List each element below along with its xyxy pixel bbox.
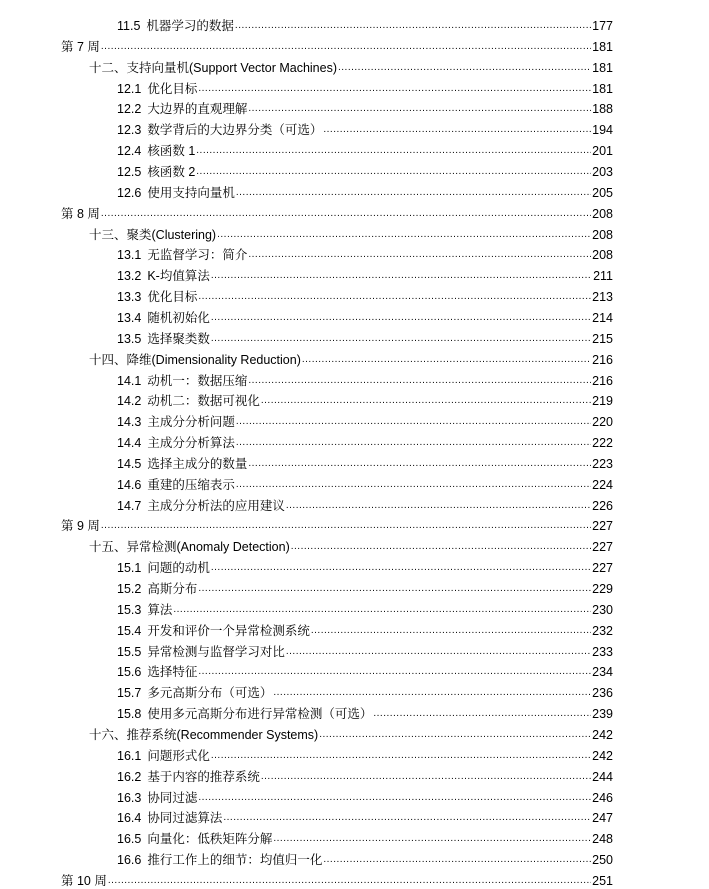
toc-entry-label [117, 623, 310, 639]
toc-page-number: 201 [592, 144, 613, 159]
toc-entry-label [117, 122, 322, 138]
toc-section-entry[interactable] [117, 389, 613, 409]
toc-week-entry[interactable] [61, 202, 613, 222]
toc-section-entry[interactable] [117, 744, 613, 764]
toc-section-entry[interactable] [117, 660, 613, 680]
dot-leader [311, 623, 591, 639]
toc-entry-title: 推行工作上的细节：均值归一化 [147, 853, 323, 867]
toc-entry-label [117, 18, 234, 34]
toc-entry-label [89, 60, 337, 76]
toc-entry-title: 多元高斯分布（可选） [147, 686, 273, 701]
toc-entry-label [89, 727, 318, 743]
dot-leader [235, 18, 591, 34]
toc-section-entry[interactable] [117, 598, 613, 618]
toc-section-entry[interactable] [117, 827, 613, 847]
toc-entry-number: 14.6 [117, 477, 142, 492]
toc-entry-label [117, 393, 260, 409]
toc-entry-title: 机器学习的数据 [146, 19, 234, 33]
toc-page-number: 213 [592, 290, 613, 305]
toc-page-number: 188 [592, 102, 613, 117]
toc-entry-title: 重建的压缩表示 [147, 477, 235, 492]
toc-entry-title: 动机一：数据压缩 [147, 373, 248, 388]
toc-page-number: 216 [592, 373, 613, 388]
dot-leader [196, 143, 591, 159]
toc-entry-label [117, 247, 247, 263]
toc-page-number: 215 [592, 331, 613, 346]
toc-page-number: 227 [592, 519, 613, 534]
toc-entry-label [117, 748, 210, 764]
toc-entry-number: 15.8 [117, 707, 142, 722]
toc-entry-title: 主成分分析算法 [147, 436, 235, 450]
dot-leader [323, 852, 591, 868]
toc-section-entry[interactable] [117, 494, 613, 514]
dot-leader [236, 477, 591, 493]
toc-section-entry[interactable] [117, 702, 613, 722]
toc-entry-label [117, 268, 210, 284]
toc-entry-label [117, 831, 272, 847]
dot-leader [211, 268, 592, 284]
toc-entry-label [89, 352, 301, 368]
toc-section-entry[interactable] [117, 77, 613, 97]
toc-page-number: 250 [592, 853, 613, 867]
toc-page-number: 219 [592, 394, 613, 409]
toc-entry-number: 15.6 [117, 665, 142, 680]
dot-leader [248, 456, 591, 472]
toc-entry-number: 16.4 [117, 811, 142, 826]
dot-leader [101, 518, 591, 534]
toc-entry-label [117, 101, 247, 117]
dot-leader [248, 101, 591, 117]
toc-section-entry[interactable] [117, 327, 613, 347]
toc-entry-title: 基于内容的推荐系统 [147, 769, 260, 784]
toc-entry-title: 问题形式化 [147, 748, 210, 763]
dot-leader [291, 539, 591, 555]
toc-page-number: 181 [592, 60, 613, 75]
toc-entry-number: 14.7 [117, 498, 142, 513]
dot-leader [248, 373, 591, 389]
toc-page-number: 246 [592, 790, 613, 805]
toc-entry-label [61, 518, 100, 534]
toc-page-number: 242 [592, 727, 613, 742]
toc-section-entry[interactable] [117, 285, 613, 305]
toc-entry-label [117, 644, 285, 660]
toc-entry-number: 13.3 [117, 290, 142, 305]
dot-leader [286, 498, 591, 514]
toc-page-number: 223 [592, 456, 613, 471]
toc-entry-number: 12.4 [117, 144, 142, 159]
toc-entry-number: 13.4 [117, 310, 142, 325]
toc-section-entry[interactable] [117, 431, 613, 451]
dot-leader [198, 790, 591, 806]
toc-entry-title: 十三、聚类(Clustering) [89, 227, 217, 242]
toc-page-number: 233 [592, 644, 613, 659]
toc-entry-label [117, 331, 210, 347]
dot-leader [217, 227, 591, 243]
toc-entry-label [117, 498, 285, 514]
toc-entry-number: 15.3 [117, 602, 142, 617]
toc-page-number: 239 [592, 707, 613, 722]
dot-leader [196, 164, 591, 180]
toc-entry-number: 13.2 [117, 269, 142, 284]
toc-chapter-entry[interactable] [89, 723, 613, 743]
toc-section-entry[interactable] [117, 786, 613, 806]
dot-leader [101, 39, 591, 55]
toc-entry-title: 优化目标 [147, 290, 198, 305]
toc-entry-label [117, 310, 210, 326]
toc-entry-title: 数学背后的大边界分类（可选） [147, 123, 323, 138]
toc-entry-title: K-均值算法 [147, 269, 210, 284]
dot-leader [198, 664, 591, 680]
dot-leader [302, 352, 591, 368]
toc-page-number: 205 [592, 185, 613, 200]
toc-chapter-entry[interactable] [89, 535, 613, 555]
toc-entry-number: 13.5 [117, 331, 142, 346]
toc-entry-label [61, 206, 100, 222]
toc-section-entry[interactable] [117, 369, 613, 389]
toc-entry-number: 12.3 [117, 123, 142, 138]
toc-section-entry[interactable] [117, 243, 613, 263]
dot-leader [236, 185, 591, 201]
toc-section-entry[interactable] [117, 452, 613, 472]
toc-entry-number: 14.2 [117, 394, 142, 409]
dot-leader [198, 81, 591, 97]
toc-section-entry[interactable] [117, 681, 613, 701]
dot-leader [211, 560, 591, 576]
toc-section-entry[interactable] [117, 306, 613, 326]
toc-entry-number: 12.1 [117, 81, 142, 96]
toc-section-entry[interactable] [117, 160, 613, 180]
toc-week-entry[interactable] [61, 514, 613, 534]
toc-page-number: 177 [592, 19, 613, 33]
toc-entry-number: 16.2 [117, 769, 142, 784]
toc-entry-label [117, 790, 197, 806]
toc-entry-number: 16.6 [117, 853, 142, 867]
toc-entry-label [117, 185, 235, 201]
toc-entry-title: 动机二：数据可视化 [147, 394, 260, 409]
toc-page-number: 236 [592, 686, 613, 701]
toc-page-number: 208 [592, 227, 613, 242]
toc-entry-title: 无监督学习：简介 [147, 248, 248, 263]
toc-section-entry[interactable] [117, 848, 613, 868]
toc-chapter-entry[interactable] [89, 223, 613, 243]
toc-entry-title: 使用多元高斯分布进行异常检测（可选） [147, 707, 373, 722]
toc-entry-label [117, 560, 210, 576]
toc-section-entry[interactable] [117, 118, 613, 138]
toc-page-number: 251 [592, 873, 613, 888]
toc-entry-number: 15.1 [117, 561, 142, 576]
toc-page-number: 227 [592, 561, 613, 576]
toc-page-number: 247 [592, 811, 613, 826]
toc-section-entry[interactable] [117, 264, 613, 284]
toc-entry-title: 核函数 1 [147, 144, 196, 159]
toc-entry-title: 算法 [147, 602, 173, 617]
toc-week-entry[interactable] [61, 35, 613, 55]
toc-entry-title: 协同过滤算法 [147, 811, 223, 826]
toc-entry-number: 13.1 [117, 248, 142, 263]
dot-leader [261, 393, 591, 409]
toc-page-number: 220 [592, 415, 613, 430]
toc-entry-title: 十五、异常检测(Anomaly Detection) [89, 540, 290, 555]
toc-page-number: 244 [592, 769, 613, 784]
toc-entry-title: 选择主成分的数量 [147, 456, 248, 471]
dot-leader [108, 873, 591, 889]
toc-page-number: 211 [593, 269, 613, 284]
dot-leader [173, 602, 591, 618]
toc-section-entry[interactable] [117, 97, 613, 117]
toc-entry-number: 16.5 [117, 832, 142, 847]
dot-leader [236, 414, 591, 430]
toc-entry-number: 15.5 [117, 644, 142, 659]
dot-leader [211, 748, 591, 764]
toc-entry-label [89, 227, 216, 243]
toc-section-entry[interactable] [117, 619, 613, 639]
toc-entry-label [117, 289, 197, 305]
dot-leader [223, 810, 591, 826]
toc-entry-label [117, 414, 235, 430]
toc-entry-title: 开发和评价一个异常检测系统 [147, 623, 310, 638]
toc-section-entry[interactable] [117, 640, 613, 660]
toc-section-entry[interactable] [117, 577, 613, 597]
dot-leader [338, 60, 591, 76]
toc-section-entry[interactable] [117, 181, 613, 201]
toc-entry-number: 14.4 [117, 436, 142, 450]
toc-entry-title: 主成分分析法的应用建议 [147, 498, 285, 513]
toc-section-entry[interactable] [117, 473, 613, 493]
toc-page-number: 226 [592, 498, 613, 513]
toc-entry-number: 12.5 [117, 165, 142, 179]
toc-chapter-entry[interactable] [89, 56, 613, 76]
dot-leader [273, 685, 591, 701]
toc-page-number: 227 [592, 540, 613, 555]
dot-leader [211, 331, 591, 347]
dot-leader [198, 581, 591, 597]
toc-entry-title: 使用支持向量机 [147, 185, 235, 200]
toc-entry-label [117, 706, 372, 722]
toc-page-number: 248 [592, 832, 613, 847]
dot-leader [211, 310, 591, 326]
toc-page-number: 208 [592, 248, 613, 263]
toc-entry-number: 15.7 [117, 686, 142, 701]
toc-section-entry[interactable] [117, 410, 613, 430]
toc-entry-label [117, 685, 272, 701]
toc-entry-title: 选择特征 [147, 665, 198, 680]
toc-entry-label [117, 435, 235, 451]
toc-entry-title: 第 7 周 [61, 39, 100, 54]
toc-entry-title: 大边界的直观理解 [147, 102, 248, 117]
toc-entry-number: 15.4 [117, 623, 142, 638]
toc-entry-label [117, 81, 197, 97]
toc-entry-title: 第 8 周 [61, 206, 100, 221]
toc-entry-title: 随机初始化 [147, 310, 210, 325]
toc-page-number: 222 [592, 436, 613, 450]
toc-entry-label [117, 143, 195, 159]
toc-entry-title: 协同过滤 [147, 790, 198, 805]
dot-leader [261, 769, 591, 785]
toc-entry-number: 14.5 [117, 456, 142, 471]
toc-page-number: 214 [592, 310, 613, 325]
toc-entry-label [117, 852, 322, 868]
dot-leader [373, 706, 591, 722]
toc-entry-number: 11.5 [117, 19, 141, 33]
toc-page-number: 224 [592, 477, 613, 492]
dot-leader [323, 122, 591, 138]
toc-entry-label [117, 456, 247, 472]
toc-entry-title: 向量化：低秩矩阵分解 [147, 832, 273, 847]
dot-leader [198, 289, 591, 305]
dot-leader [319, 727, 591, 743]
toc-entry-title: 问题的动机 [147, 561, 210, 576]
toc-entry-label [61, 873, 107, 889]
toc-entry-title: 第 9 周 [61, 519, 100, 534]
toc-section-entry[interactable] [117, 556, 613, 576]
toc-page-number: 194 [592, 123, 613, 138]
toc-entry-title: 高斯分布 [147, 582, 198, 596]
toc-section-entry[interactable] [117, 765, 613, 785]
toc-section-entry[interactable] [117, 14, 613, 34]
toc-entry-label [117, 581, 197, 597]
toc-page-number: 242 [592, 748, 613, 763]
toc-page-number: 181 [592, 81, 613, 96]
toc-page-number: 216 [592, 352, 613, 367]
toc-entry-label [61, 39, 100, 55]
toc-entry-number: 12.6 [117, 185, 142, 200]
toc-entry-label [117, 769, 260, 785]
toc-week-entry[interactable] [61, 869, 613, 889]
toc-entry-title: 选择聚类数 [147, 331, 210, 346]
toc-entry-number: 14.1 [117, 373, 142, 388]
toc-entry-number: 15.2 [117, 582, 142, 596]
toc-entry-title: 十六、推荐系统(Recommender Systems) [89, 727, 319, 742]
toc-entry-number: 16.3 [117, 790, 142, 805]
toc-entry-label [89, 539, 290, 555]
toc-entry-label [117, 373, 247, 389]
toc-section-entry[interactable] [117, 806, 613, 826]
toc-entry-number: 14.3 [117, 415, 142, 430]
dot-leader [273, 831, 591, 847]
toc-page-number: 181 [592, 39, 613, 54]
toc-page-number: 230 [592, 602, 613, 617]
toc-entry-title: 第 10 周 [61, 873, 107, 888]
toc-entry-label [117, 164, 195, 180]
toc-chapter-entry[interactable] [89, 348, 613, 368]
toc-entry-label [117, 477, 235, 493]
dot-leader [236, 435, 591, 451]
toc-entry-number: 16.1 [117, 748, 142, 763]
toc-entry-title: 主成分分析问题 [147, 415, 235, 430]
toc-page-number: 234 [592, 665, 613, 680]
toc-section-entry[interactable] [117, 139, 613, 159]
toc-page-number: 232 [592, 623, 613, 638]
toc-entry-title: 十四、降维(Dimensionality Reduction) [89, 352, 301, 367]
toc-entry-label [117, 602, 172, 618]
toc-page-number: 208 [592, 206, 613, 221]
toc-page-number: 229 [592, 582, 613, 596]
toc-entry-label [117, 664, 197, 680]
toc-entry-title: 优化目标 [147, 81, 198, 96]
dot-leader [248, 247, 591, 263]
toc-entry-title: 核函数 2 [147, 165, 196, 179]
toc-entry-number: 12.2 [117, 102, 142, 117]
toc-entry-title: 十二、支持向量机(Support Vector Machines) [89, 60, 337, 75]
toc-entry-title: 异常检测与监督学习对比 [147, 644, 285, 659]
toc-entry-label [117, 810, 222, 826]
dot-leader [101, 206, 591, 222]
dot-leader [286, 644, 591, 660]
toc-page-number: 203 [592, 165, 613, 179]
